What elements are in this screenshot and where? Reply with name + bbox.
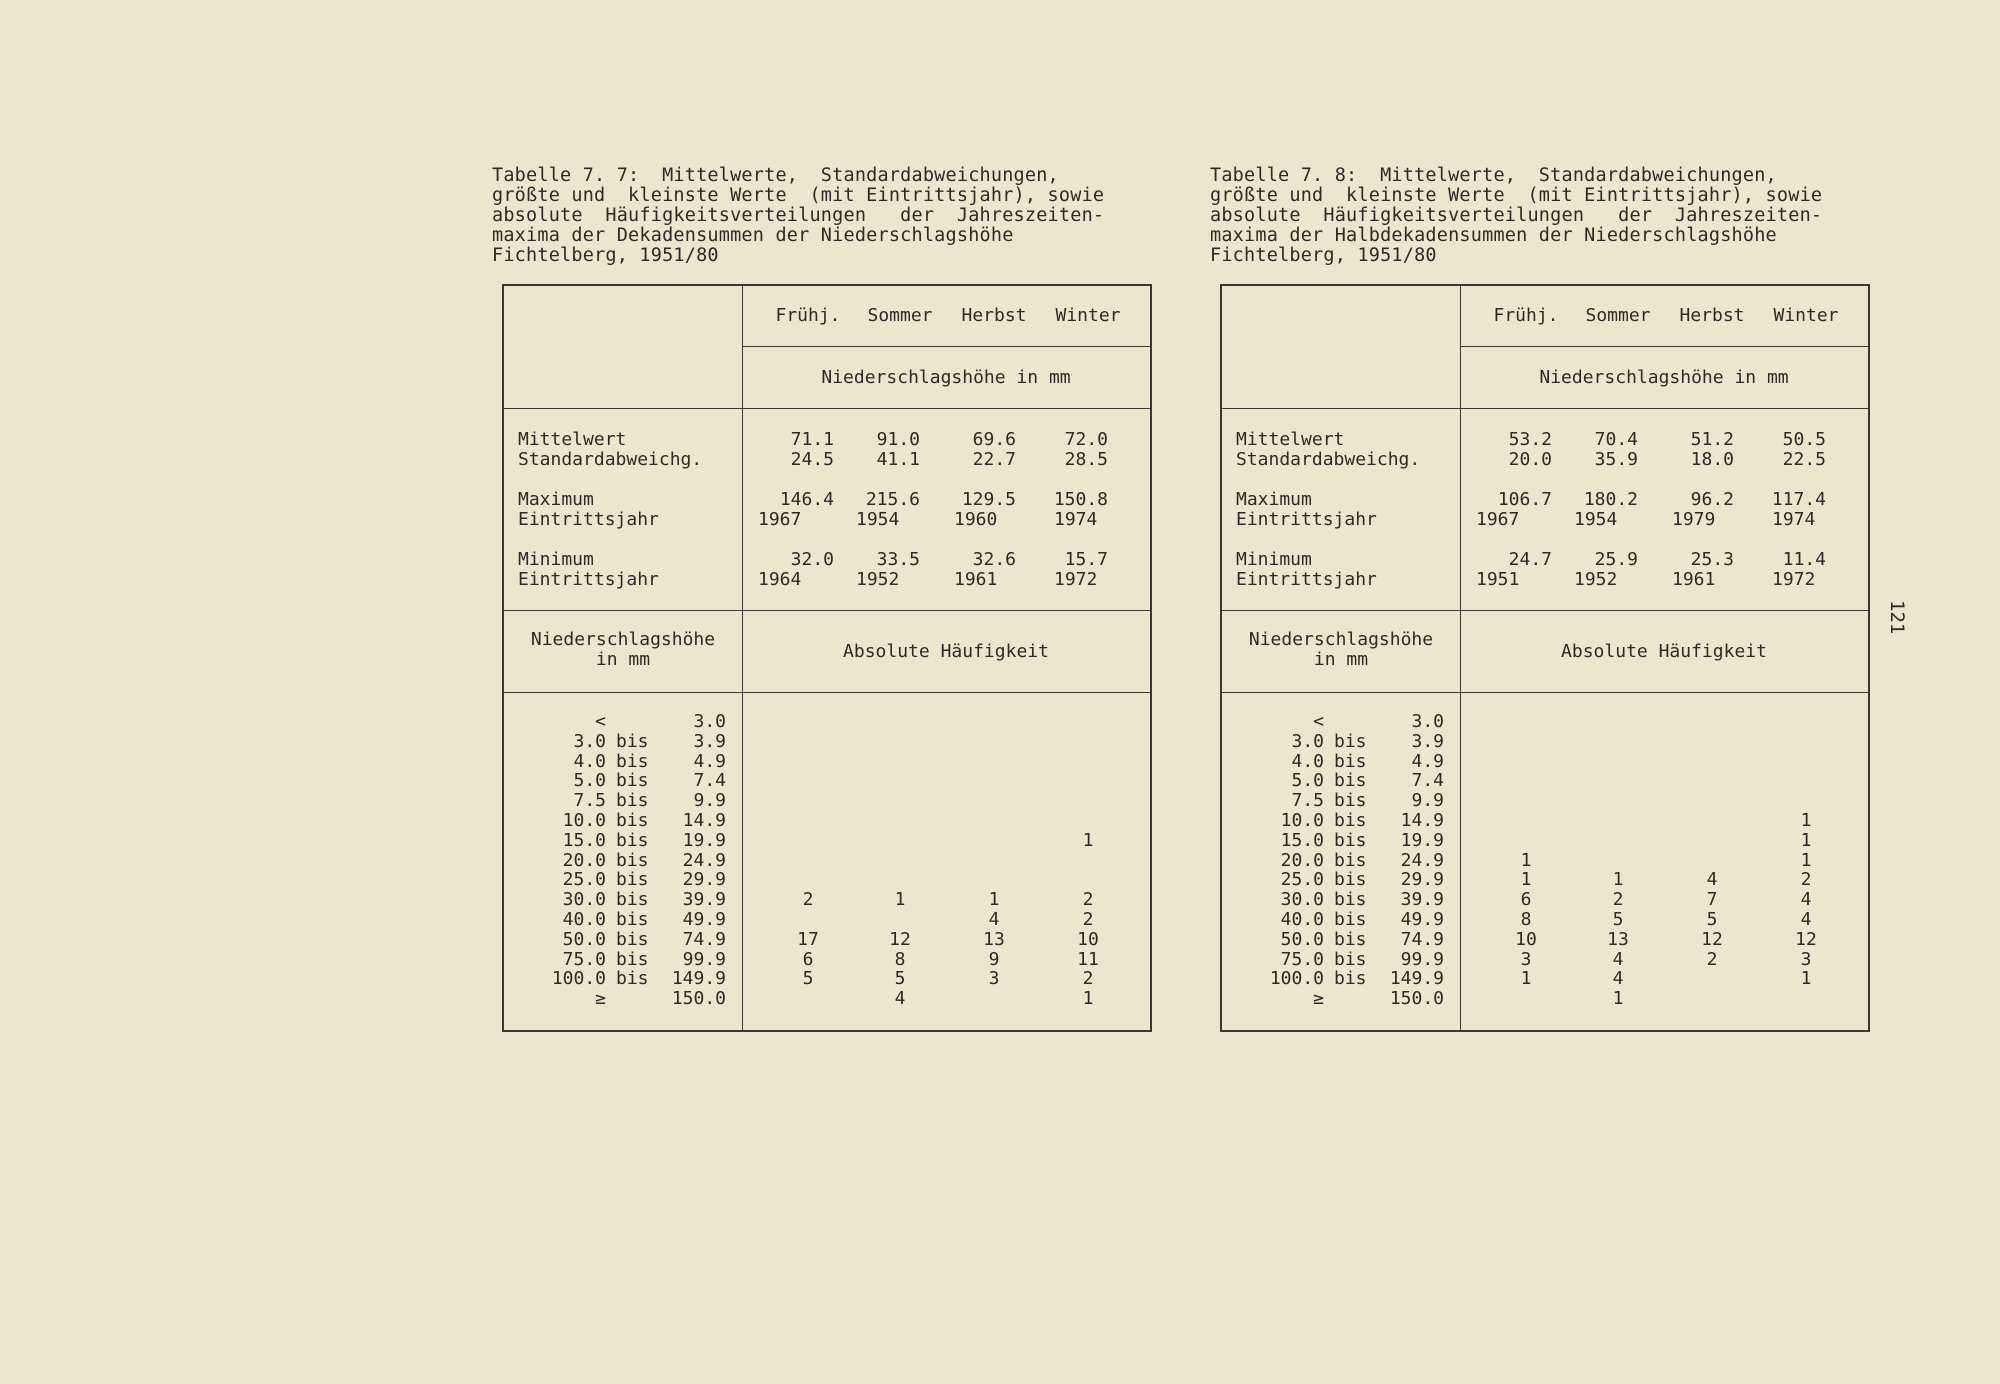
stat-value: 215.6 bbox=[865, 489, 920, 510]
season-header: Herbst bbox=[961, 305, 1027, 326]
row-divider bbox=[742, 346, 1150, 347]
stat-value: 35.9 bbox=[1594, 449, 1638, 470]
class-to: 149.9 bbox=[1389, 968, 1444, 990]
frequency-value: 2 bbox=[1612, 889, 1624, 911]
class-to: 3.9 bbox=[1411, 730, 1444, 752]
stat-value: 1952 bbox=[1574, 569, 1618, 590]
stat-value: 1967 bbox=[1476, 509, 1520, 530]
class-header: in mm bbox=[595, 649, 651, 670]
class-sep: bis bbox=[1334, 770, 1367, 792]
caption-line: Tabelle 7. 7: Mittelwerte, Standardabweichungen, bbox=[492, 165, 1059, 186]
class-from: 4.0 bbox=[1291, 750, 1324, 772]
stat-value: 1974 bbox=[1772, 509, 1816, 530]
stat-value: 1964 bbox=[758, 569, 802, 590]
class-to: 74.9 bbox=[682, 928, 726, 950]
frequency-value: 10 bbox=[1515, 928, 1537, 950]
class-sep: bis bbox=[1334, 869, 1367, 891]
stat-label: Minimum bbox=[1236, 549, 1312, 570]
class-to: 49.9 bbox=[1400, 909, 1444, 930]
frequency-value: 1 bbox=[1612, 869, 1624, 891]
stat-label: Eintrittsjahr bbox=[518, 569, 659, 590]
class-to: 99.9 bbox=[1400, 948, 1444, 970]
class-sep: bis bbox=[1334, 750, 1367, 772]
stat-label: Mittelwert bbox=[518, 429, 627, 450]
class-sep: bis bbox=[616, 869, 649, 891]
frequency-value: 6 bbox=[1520, 889, 1532, 911]
class-from: 30.0 bbox=[1280, 889, 1324, 911]
class-sep: bis bbox=[1334, 810, 1367, 831]
stat-label: Eintrittsjahr bbox=[1236, 569, 1377, 590]
stat-value: 96.2 bbox=[1690, 489, 1734, 510]
class-from: 20.0 bbox=[1280, 849, 1324, 871]
row-divider bbox=[1222, 408, 1868, 409]
class-header: in mm bbox=[1313, 649, 1369, 670]
stat-value: 1974 bbox=[1054, 509, 1098, 530]
frequency-value: 1 bbox=[1800, 810, 1812, 831]
caption-line: absolute Häufigkeitsverteilungen der Jahreszeiten- bbox=[492, 205, 1105, 226]
stat-value: 69.6 bbox=[972, 429, 1016, 450]
class-to: 39.9 bbox=[1400, 889, 1444, 911]
class-to: 19.9 bbox=[1400, 829, 1444, 851]
class-sep: bis bbox=[1334, 730, 1367, 752]
stat-value: 1961 bbox=[954, 569, 998, 590]
class-sep: bis bbox=[1334, 928, 1367, 950]
frequency-value: 1 bbox=[1082, 829, 1094, 851]
stat-value: 180.2 bbox=[1583, 489, 1638, 510]
class-to: 9.9 bbox=[1411, 790, 1444, 812]
caption-line: Fichtelberg, 1951/80 bbox=[492, 245, 719, 266]
frequency-value: 13 bbox=[983, 928, 1005, 950]
stat-value: 1954 bbox=[1574, 509, 1618, 530]
class-sep: bis bbox=[616, 849, 649, 871]
frequency-value: 1 bbox=[988, 889, 1000, 911]
class-from: 7.5 bbox=[573, 790, 606, 812]
class-sep: bis bbox=[616, 968, 649, 990]
stat-value: 1967 bbox=[758, 509, 802, 530]
class-from: 75.0 bbox=[1280, 948, 1324, 970]
season-header: Frühj. bbox=[1493, 305, 1559, 326]
class-from: 25.0 bbox=[1280, 869, 1324, 891]
class-from: 5.0 bbox=[573, 770, 606, 792]
class-from: 75.0 bbox=[562, 948, 606, 970]
frequency-value: 1 bbox=[1800, 968, 1812, 990]
frequency-value: 2 bbox=[1082, 968, 1094, 990]
frequency-value: 1 bbox=[1082, 988, 1094, 1010]
stat-value: 1954 bbox=[856, 509, 900, 530]
season-header: Winter bbox=[1773, 305, 1839, 326]
class-from: 100.0 bbox=[551, 968, 606, 990]
class-sep: bis bbox=[616, 829, 649, 851]
caption-line: größte und kleinste Werte (mit Eintrittsjahr), sowie bbox=[1210, 185, 1823, 206]
frequency-value: 2 bbox=[802, 889, 814, 911]
class-sep: bis bbox=[1334, 790, 1367, 812]
frequency-value: 1 bbox=[1612, 988, 1624, 1010]
season-header: Winter bbox=[1055, 305, 1121, 326]
class-sep: bis bbox=[616, 730, 649, 752]
caption-line: maxima der Dekadensummen der Niederschlagshöhe bbox=[492, 225, 1014, 246]
class-sep: bis bbox=[1334, 849, 1367, 871]
unit-header: Niederschlagshöhe in mm bbox=[821, 367, 1071, 388]
frequency-value: 2 bbox=[1706, 948, 1718, 970]
frequency-header: Absolute Häufigkeit bbox=[843, 641, 1049, 662]
stat-value: 15.7 bbox=[1064, 549, 1108, 570]
stat-value: 150.8 bbox=[1053, 489, 1108, 510]
class-from: 10.0 bbox=[562, 810, 606, 831]
statistics-table bbox=[502, 284, 1152, 1032]
frequency-value: 3 bbox=[1800, 948, 1812, 970]
stat-value: 50.5 bbox=[1782, 429, 1826, 450]
class-sep: bis bbox=[616, 948, 649, 970]
stat-label: Minimum bbox=[518, 549, 594, 570]
frequency-value: 5 bbox=[802, 968, 814, 990]
stat-value: 1951 bbox=[1476, 569, 1520, 590]
stat-value: 1979 bbox=[1672, 509, 1716, 530]
frequency-value: 2 bbox=[1082, 889, 1094, 911]
stat-value: 22.7 bbox=[972, 449, 1016, 470]
class-to: 9.9 bbox=[693, 790, 726, 812]
stat-label: Standardabweichg. bbox=[1236, 449, 1421, 470]
class-to: 24.9 bbox=[682, 849, 726, 871]
row-divider bbox=[504, 408, 1150, 409]
frequency-value: 5 bbox=[1706, 909, 1718, 930]
class-from: 100.0 bbox=[1269, 968, 1324, 990]
frequency-value: 1 bbox=[894, 889, 906, 911]
stat-value: 1952 bbox=[856, 569, 900, 590]
frequency-value: 5 bbox=[894, 968, 906, 990]
row-divider bbox=[1460, 346, 1868, 347]
class-to: 49.9 bbox=[682, 909, 726, 930]
frequency-value: 5 bbox=[1612, 909, 1624, 930]
frequency-value: 2 bbox=[1800, 869, 1812, 891]
class-sep: bis bbox=[616, 750, 649, 772]
class-sep: bis bbox=[1334, 968, 1367, 990]
class-sep: bis bbox=[616, 810, 649, 831]
class-sep: bis bbox=[616, 770, 649, 792]
stat-value: 146.4 bbox=[779, 489, 834, 510]
stat-value: 71.1 bbox=[790, 429, 834, 450]
class-to: 150.0 bbox=[1389, 988, 1444, 1010]
stat-label: Maximum bbox=[1236, 489, 1312, 510]
class-to: 29.9 bbox=[1400, 869, 1444, 891]
caption-line: maxima der Halbdekadensummen der Niederschlagshöhe bbox=[1210, 225, 1777, 246]
stat-label: Eintrittsjahr bbox=[1236, 509, 1377, 530]
caption-line: Fichtelberg, 1951/80 bbox=[1210, 245, 1437, 266]
class-to: 3.0 bbox=[693, 711, 726, 732]
class-sep: bis bbox=[1334, 948, 1367, 970]
row-divider bbox=[1222, 692, 1868, 693]
class-sep: bis bbox=[616, 928, 649, 950]
season-header: Sommer bbox=[1585, 305, 1651, 326]
class-from: 25.0 bbox=[562, 869, 606, 891]
stat-value: 1972 bbox=[1772, 569, 1816, 590]
stat-value: 1960 bbox=[954, 509, 998, 530]
frequency-value: 12 bbox=[1701, 928, 1723, 950]
class-to: 7.4 bbox=[693, 770, 726, 792]
class-to: 3.0 bbox=[1411, 711, 1444, 732]
stat-label: Eintrittsjahr bbox=[518, 509, 659, 530]
stat-value: 53.2 bbox=[1508, 429, 1552, 450]
frequency-value: 8 bbox=[1520, 909, 1532, 930]
frequency-value: 1 bbox=[1520, 968, 1532, 990]
frequency-value: 8 bbox=[894, 948, 906, 970]
caption-line: absolute Häufigkeitsverteilungen der Jahreszeiten- bbox=[1210, 205, 1823, 226]
frequency-value: 10 bbox=[1077, 928, 1099, 950]
class-from: 50.0 bbox=[562, 928, 606, 950]
class-to: 4.9 bbox=[693, 750, 726, 772]
stat-value: 32.0 bbox=[790, 549, 834, 570]
class-to: 149.9 bbox=[671, 968, 726, 990]
frequency-value: 7 bbox=[1706, 889, 1718, 911]
class-from: 20.0 bbox=[562, 849, 606, 871]
class-to: 4.9 bbox=[1411, 750, 1444, 772]
stat-value: 18.0 bbox=[1690, 449, 1734, 470]
stat-value: 1972 bbox=[1054, 569, 1098, 590]
stat-value: 72.0 bbox=[1064, 429, 1108, 450]
stat-value: 106.7 bbox=[1497, 489, 1552, 510]
class-from: ≥ bbox=[1313, 988, 1324, 1010]
class-to: 14.9 bbox=[682, 810, 726, 831]
frequency-value: 1 bbox=[1800, 829, 1812, 851]
frequency-value: 4 bbox=[1706, 869, 1718, 891]
class-from: 50.0 bbox=[1280, 928, 1324, 950]
stat-label: Maximum bbox=[518, 489, 594, 510]
season-header: Sommer bbox=[867, 305, 933, 326]
stat-value: 22.5 bbox=[1782, 449, 1826, 470]
class-from: 30.0 bbox=[562, 889, 606, 911]
class-from: 15.0 bbox=[1280, 829, 1324, 851]
stat-value: 24.5 bbox=[790, 449, 834, 470]
unit-header: Niederschlagshöhe in mm bbox=[1539, 367, 1789, 388]
class-from: 3.0 bbox=[573, 730, 606, 752]
stat-value: 24.7 bbox=[1508, 549, 1552, 570]
class-to: 29.9 bbox=[682, 869, 726, 891]
frequency-value: 12 bbox=[1795, 928, 1817, 950]
class-to: 3.9 bbox=[693, 730, 726, 752]
season-header: Herbst bbox=[1679, 305, 1745, 326]
stat-value: 25.3 bbox=[1690, 549, 1734, 570]
frequency-value: 3 bbox=[988, 968, 1000, 990]
class-sep: bis bbox=[1334, 909, 1367, 930]
stat-label: Standardabweichg. bbox=[518, 449, 703, 470]
season-header: Frühj. bbox=[775, 305, 841, 326]
class-from: ≥ bbox=[595, 988, 606, 1010]
table-caption bbox=[1210, 166, 1868, 266]
frequency-header: Absolute Häufigkeit bbox=[1561, 641, 1767, 662]
stat-value: 41.1 bbox=[876, 449, 920, 470]
stat-value: 1961 bbox=[1672, 569, 1716, 590]
stat-label: Mittelwert bbox=[1236, 429, 1345, 450]
frequency-value: 6 bbox=[802, 948, 814, 970]
caption-line: größte und kleinste Werte (mit Eintrittsjahr), sowie bbox=[492, 185, 1105, 206]
class-to: 150.0 bbox=[671, 988, 726, 1010]
class-sep: bis bbox=[1334, 889, 1367, 911]
class-to: 7.4 bbox=[1411, 770, 1444, 792]
class-header: Niederschlagshöhe bbox=[1248, 629, 1434, 650]
frequency-value: 4 bbox=[894, 988, 906, 1010]
frequency-value: 4 bbox=[988, 909, 1000, 930]
frequency-value: 9 bbox=[988, 948, 1000, 970]
frequency-value: 13 bbox=[1607, 928, 1629, 950]
row-divider bbox=[1222, 610, 1868, 611]
class-from: 3.0 bbox=[1291, 730, 1324, 752]
class-from: 10.0 bbox=[1280, 810, 1324, 831]
class-from: 7.5 bbox=[1291, 790, 1324, 812]
class-to: 19.9 bbox=[682, 829, 726, 851]
stat-value: 20.0 bbox=[1508, 449, 1552, 470]
class-from: 4.0 bbox=[573, 750, 606, 772]
stat-value: 117.4 bbox=[1771, 489, 1826, 510]
class-to: 74.9 bbox=[1400, 928, 1444, 950]
page-number: 121 bbox=[1886, 600, 1908, 635]
class-from: 40.0 bbox=[562, 909, 606, 930]
frequency-value: 12 bbox=[889, 928, 911, 950]
class-header: Niederschlagshöhe bbox=[530, 629, 716, 650]
frequency-value: 11 bbox=[1077, 948, 1099, 970]
stat-value: 25.9 bbox=[1594, 549, 1638, 570]
class-to: 39.9 bbox=[682, 889, 726, 911]
table-caption bbox=[492, 166, 1150, 266]
stat-value: 33.5 bbox=[876, 549, 920, 570]
class-from: < bbox=[1313, 711, 1324, 732]
row-divider bbox=[504, 692, 1150, 693]
class-sep: bis bbox=[616, 790, 649, 812]
class-from: < bbox=[595, 711, 606, 732]
frequency-value: 1 bbox=[1800, 849, 1812, 871]
row-divider bbox=[504, 610, 1150, 611]
class-from: 15.0 bbox=[562, 829, 606, 851]
stat-value: 70.4 bbox=[1594, 429, 1638, 450]
frequency-value: 4 bbox=[1800, 889, 1812, 911]
stat-value: 28.5 bbox=[1064, 449, 1108, 470]
class-to: 24.9 bbox=[1400, 849, 1444, 871]
frequency-value: 3 bbox=[1520, 948, 1532, 970]
frequency-value: 1 bbox=[1520, 869, 1532, 891]
class-to: 99.9 bbox=[682, 948, 726, 970]
class-to: 14.9 bbox=[1400, 810, 1444, 831]
stat-value: 11.4 bbox=[1782, 549, 1826, 570]
caption-line: Tabelle 7. 8: Mittelwerte, Standardabweichungen, bbox=[1210, 165, 1777, 186]
frequency-value: 4 bbox=[1800, 909, 1812, 930]
class-from: 40.0 bbox=[1280, 909, 1324, 930]
class-sep: bis bbox=[1334, 829, 1367, 851]
stat-value: 129.5 bbox=[961, 489, 1016, 510]
stat-value: 32.6 bbox=[972, 549, 1016, 570]
frequency-value: 1 bbox=[1520, 849, 1532, 871]
class-sep: bis bbox=[616, 889, 649, 911]
stat-value: 91.0 bbox=[876, 429, 920, 450]
frequency-value: 4 bbox=[1612, 968, 1624, 990]
frequency-value: 2 bbox=[1082, 909, 1094, 930]
frequency-value: 4 bbox=[1612, 948, 1624, 970]
frequency-value: 17 bbox=[797, 928, 819, 950]
class-sep: bis bbox=[616, 909, 649, 930]
statistics-table bbox=[1220, 284, 1870, 1032]
class-from: 5.0 bbox=[1291, 770, 1324, 792]
stat-value: 51.2 bbox=[1690, 429, 1734, 450]
